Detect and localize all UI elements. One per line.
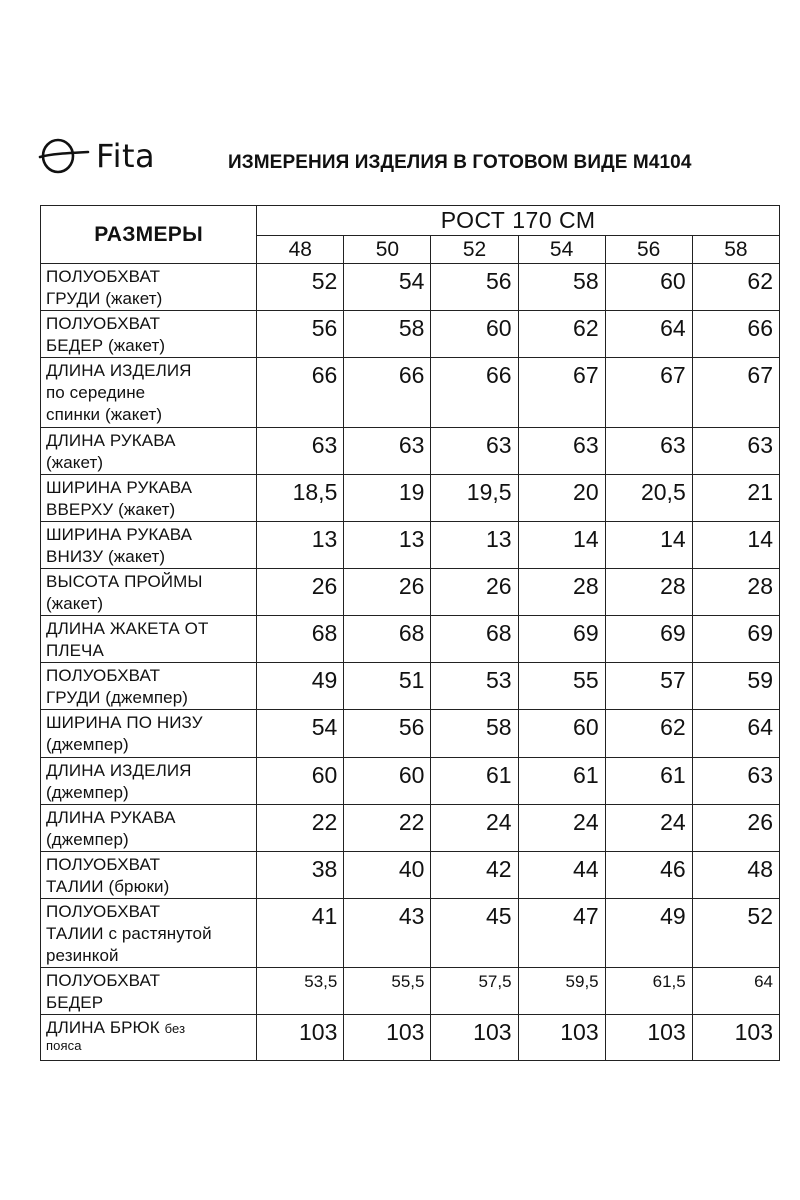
measurement-label [41,264,257,311]
measurement-value: 43 [344,899,431,968]
measurement-value: 62 [692,264,779,311]
measurement-label [41,522,257,569]
measurement-value: 67 [518,358,605,428]
measurement-value: 13 [431,522,518,569]
size-column-header: 56 [605,236,692,264]
label-line: ТАЛИИ с растянутой [46,924,212,943]
measurement-value: 14 [692,522,779,569]
size-column-header: 50 [344,236,431,264]
measurement-value: 24 [431,805,518,852]
measurement-value: 68 [257,616,344,663]
label-line: (джемпер) [46,735,129,754]
measurement-value: 60 [605,264,692,311]
measurement-value: 66 [344,358,431,428]
measurement-value: 66 [431,358,518,428]
measurement-value: 49 [257,663,344,710]
measurement-value: 60 [431,311,518,358]
measurement-value: 54 [257,710,344,758]
measurement-value: 19,5 [431,475,518,522]
sizes-heading: РАЗМЕРЫ [41,206,257,264]
measurement-value: 69 [692,616,779,663]
measurement-value: 20,5 [605,475,692,522]
measurement-value: 64 [605,311,692,358]
measurement-value: 45 [431,899,518,968]
measurement-value: 21 [692,475,779,522]
measurement-label [41,428,257,475]
measurement-value: 63 [692,428,779,475]
label-line: ДЛИНА БРЮК [46,1018,160,1037]
measurement-value: 103 [257,1015,344,1061]
measurement-value: 51 [344,663,431,710]
measurement-value: 103 [431,1015,518,1061]
measurement-value: 41 [257,899,344,968]
measurement-value: 13 [257,522,344,569]
measurement-value: 66 [692,311,779,358]
measurement-value: 59,5 [518,968,605,1015]
size-column-header: 48 [257,236,344,264]
measurement-value: 61,5 [605,968,692,1015]
measurement-value: 61 [518,758,605,805]
label-line: ШИРИНА РУКАВА [46,478,193,497]
measurement-label [41,663,257,710]
measurement-value: 47 [518,899,605,968]
measurement-value: 14 [605,522,692,569]
table-row [41,710,780,758]
label-line: ПЛЕЧА [46,641,104,660]
measurement-value: 55 [518,663,605,710]
measurement-value: 19 [344,475,431,522]
measurement-value: 63 [344,428,431,475]
measurement-value: 49 [605,899,692,968]
size-column-header: 52 [431,236,518,264]
measurement-value: 103 [344,1015,431,1061]
table-row [41,758,780,805]
label-line: ШИРИНА РУКАВА [46,525,193,544]
measurement-value: 26 [431,569,518,616]
label-line: ДЛИНА РУКАВА [46,808,176,827]
measurement-value: 103 [518,1015,605,1061]
measurement-value: 60 [344,758,431,805]
measurement-value: 63 [518,428,605,475]
measurement-value: 28 [605,569,692,616]
measurement-label [41,899,257,968]
measurement-label [41,358,257,428]
measurement-value: 20 [518,475,605,522]
measurement-label [41,710,257,758]
table-row [41,475,780,522]
measurement-rows [41,264,780,1061]
label-line-small: пояса [46,1038,82,1053]
measurement-value: 18,5 [257,475,344,522]
label-line: ВНИЗУ (жакет) [46,547,166,566]
table-row [41,311,780,358]
measurement-value: 48 [692,852,779,899]
measurement-value: 63 [692,758,779,805]
measurement-label [41,852,257,899]
measurement-label [41,968,257,1015]
measurement-value: 46 [605,852,692,899]
measurement-value: 60 [257,758,344,805]
label-line: (джемпер) [46,783,129,802]
measurement-value: 22 [344,805,431,852]
table-row [41,264,780,311]
measurement-value: 63 [605,428,692,475]
measurement-value: 61 [431,758,518,805]
table-row [41,852,780,899]
measurement-value: 58 [344,311,431,358]
measurement-value: 58 [431,710,518,758]
brand-name: Fita [96,137,156,175]
measurement-label [41,616,257,663]
measurement-value: 44 [518,852,605,899]
label-line: спинки (жакет) [46,405,163,424]
label-line: (джемпер) [46,830,129,849]
measurement-value: 38 [257,852,344,899]
label-line: ПОЛУОБХВАТ [46,314,161,333]
label-line: ДЛИНА РУКАВА [46,431,176,450]
measurement-value: 40 [344,852,431,899]
measurement-value: 69 [605,616,692,663]
measurement-value: 68 [431,616,518,663]
document-title: ИЗМЕРЕНИЯ ИЗДЕЛИЯ В ГОТОВОМ ВИДЕ М4104 [228,152,692,173]
label-line: ВЫСОТА ПРОЙМЫ [46,572,203,591]
measurement-value: 28 [518,569,605,616]
label-line: ПОЛУОБХВАТ [46,971,161,990]
table-row [41,805,780,852]
size-chart-table [40,205,780,1061]
measurement-label [41,1015,257,1061]
measurement-label [41,569,257,616]
table-row [41,569,780,616]
measurement-value: 57 [605,663,692,710]
label-line: ПОЛУОБХВАТ [46,267,161,286]
measurement-value: 55,5 [344,968,431,1015]
label-line: ДЛИНА ИЗДЕЛИЯ [46,761,192,780]
measurement-label [41,311,257,358]
measurement-value: 103 [692,1015,779,1061]
table-row [41,522,780,569]
table-row [41,899,780,968]
measurement-value: 58 [518,264,605,311]
label-line: ШИРИНА ПО НИЗУ [46,713,203,732]
measurement-value: 64 [692,710,779,758]
measurement-value: 42 [431,852,518,899]
label-line: ПОЛУОБХВАТ [46,855,161,874]
table-row [41,1015,780,1061]
measurement-value: 69 [518,616,605,663]
measurement-value: 28 [692,569,779,616]
measurement-value: 26 [344,569,431,616]
measurement-value: 53 [431,663,518,710]
measurement-label [41,758,257,805]
measurement-value: 26 [257,569,344,616]
fita-theta-icon [38,136,90,176]
measurement-value: 56 [344,710,431,758]
measurement-value: 103 [605,1015,692,1061]
table-row [41,616,780,663]
measurement-value: 63 [257,428,344,475]
measurement-value: 66 [257,358,344,428]
label-line: ДЛИНА ИЗДЕЛИЯ [46,361,192,380]
table-row [41,428,780,475]
size-column-header: 58 [692,236,779,264]
label-line-small: без [164,1021,186,1036]
measurement-value: 64 [692,968,779,1015]
label-line: по середине [46,383,146,402]
label-line: ДЛИНА ЖАКЕТА ОТ [46,619,209,638]
label-line: (жакет) [46,594,104,613]
table-row [41,358,780,428]
measurement-value: 52 [257,264,344,311]
measurement-value: 14 [518,522,605,569]
measurement-value: 59 [692,663,779,710]
measurement-value: 60 [518,710,605,758]
measurement-value: 67 [605,358,692,428]
measurement-value: 62 [605,710,692,758]
label-line: ВВЕРХУ (жакет) [46,500,176,519]
table-row [41,663,780,710]
label-line: ТАЛИИ (брюки) [46,877,170,896]
measurement-value: 56 [257,311,344,358]
label-line: БЕДЕР [46,993,104,1012]
measurement-value: 54 [344,264,431,311]
label-line: ГРУДИ (жакет) [46,289,163,308]
measurement-value: 53,5 [257,968,344,1015]
label-line: (жакет) [46,453,104,472]
table-row [41,968,780,1015]
label-line: ГРУДИ (джемпер) [46,688,189,707]
measurement-value: 63 [431,428,518,475]
size-column-header: 54 [518,236,605,264]
measurement-value: 24 [605,805,692,852]
height-heading: РОСТ 170 СМ [257,206,780,236]
measurement-value: 13 [344,522,431,569]
measurement-value: 62 [518,311,605,358]
measurement-label [41,475,257,522]
measurement-label [41,805,257,852]
label-line: ПОЛУОБХВАТ [46,902,161,921]
label-line: БЕДЕР (жакет) [46,336,166,355]
measurement-value: 52 [692,899,779,968]
measurement-value: 26 [692,805,779,852]
measurement-value: 61 [605,758,692,805]
label-line: резинкой [46,946,119,965]
measurement-value: 24 [518,805,605,852]
brand-logo [38,134,155,178]
measurement-value: 22 [257,805,344,852]
measurement-value: 56 [431,264,518,311]
measurement-value: 57,5 [431,968,518,1015]
measurement-value: 68 [344,616,431,663]
label-line: ПОЛУОБХВАТ [46,666,161,685]
measurement-value: 67 [692,358,779,428]
